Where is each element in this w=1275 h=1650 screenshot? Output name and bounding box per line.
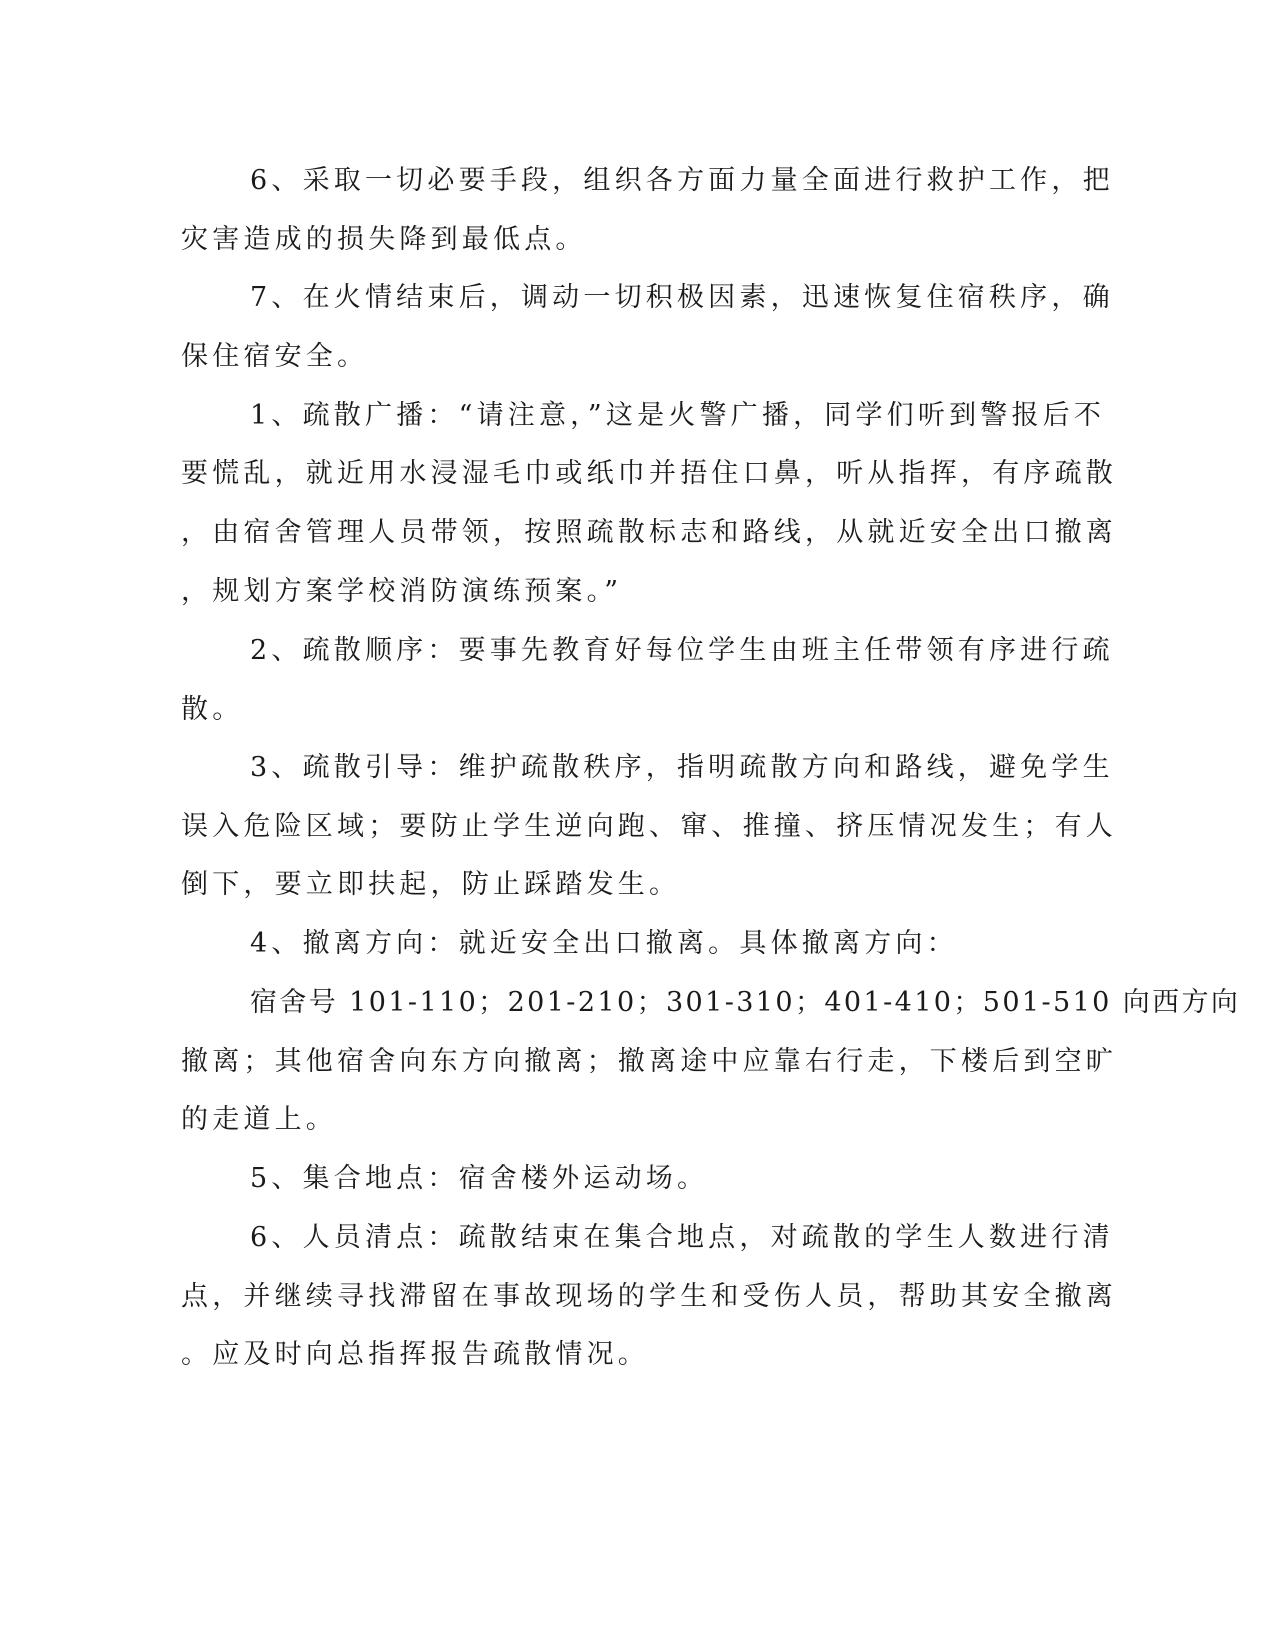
text-line: 误入危险区域；要防止学生逆向跑、窜、推撞、挤压情况发生；有人 bbox=[181, 811, 1117, 842]
text-line: 4、撤离方向：就近安全出口撤离。具体撤离方向： bbox=[250, 928, 958, 959]
text-line: 保住宿安全。 bbox=[181, 341, 369, 372]
text-line: 。应及时向总指挥报告疏散情况。 bbox=[181, 1339, 649, 1370]
text-line: 倒下，要立即扶起，防止踩踏发生。 bbox=[181, 869, 681, 900]
text-line: 宿舍号 101-110；201-210；301-310；401-410；501-510 向西方向 bbox=[250, 987, 1241, 1018]
text-line: 3、疏散引导：维护疏散秩序，指明疏散方向和路线，避免学生 bbox=[250, 752, 1114, 783]
text-line: 6、采取一切必要手段，组织各方面力量全面进行救护工作，把 bbox=[250, 165, 1114, 196]
text-line: ，由宿舍管理人员带领，按照疏散标志和路线，从就近安全出口撤离 bbox=[181, 517, 1117, 548]
text-line: 点，并继续寻找滞留在事故现场的学生和受伤人员，帮助其安全撤离 bbox=[181, 1281, 1117, 1312]
text-line: 的走道上。 bbox=[181, 1104, 337, 1135]
text-line: 要慌乱，就近用水浸湿毛巾或纸巾并捂住口鼻，听从指挥，有序疏散 bbox=[181, 458, 1117, 489]
text-line: 7、在火情结束后，调动一切积极因素，迅速恢复住宿秩序，确 bbox=[250, 282, 1114, 313]
text-line: 6、人员清点：疏散结束在集合地点，对疏散的学生人数进行清 bbox=[250, 1222, 1114, 1253]
text-line: 散。 bbox=[181, 694, 244, 725]
text-line: 2、疏散顺序：要事先教育好每位学生由班主任带领有序进行疏 bbox=[250, 635, 1114, 666]
text-line: 灾害造成的损失降到最低点。 bbox=[181, 224, 587, 255]
text-line: 5、集合地点：宿舍楼外运动场。 bbox=[250, 1163, 709, 1194]
text-line: 撤离；其他宿舍向东方向撤离；撤离途中应靠右行走，下楼后到空旷 bbox=[181, 1046, 1117, 1077]
text-line: ，规划方案学校消防演练预案。” bbox=[181, 576, 623, 607]
text-line: 1、疏散广播：“请注意，”这是火警广播，同学们听到警报后不 bbox=[250, 400, 1106, 431]
